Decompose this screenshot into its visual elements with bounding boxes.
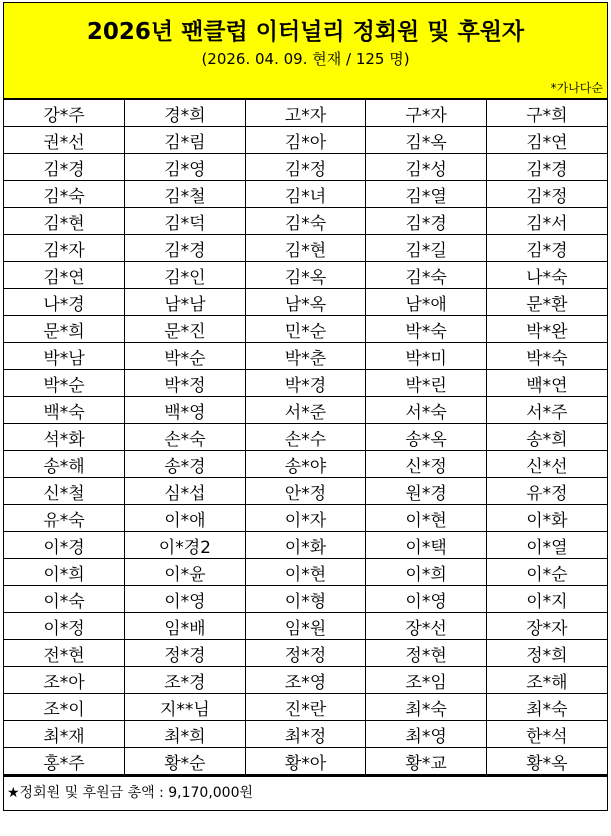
member-cell: 박*린 [366, 370, 487, 397]
member-cell: 황*교 [366, 748, 487, 775]
member-cell: 송*야 [245, 451, 366, 478]
member-cell: 장*선 [366, 613, 487, 640]
member-cell: 황*아 [245, 748, 366, 775]
member-cell: 김*경 [125, 235, 246, 262]
member-cell: 김*경 [486, 235, 607, 262]
member-cell: 최*정 [245, 721, 366, 748]
member-cell: 이*지 [486, 586, 607, 613]
member-cell: 최*영 [366, 721, 487, 748]
member-cell: 백*숙 [4, 397, 125, 424]
table-row [4, 289, 607, 316]
member-cell: 김*영 [125, 154, 246, 181]
table-row [4, 451, 607, 478]
member-cell: 조*해 [486, 667, 607, 694]
header-banner [4, 3, 607, 100]
member-cell: 이*영 [125, 586, 246, 613]
member-cell: 김*자 [4, 235, 125, 262]
member-cell: 김*서 [486, 208, 607, 235]
table-row [4, 100, 607, 127]
member-cell: 지**님 [125, 694, 246, 721]
member-cell: 최*재 [4, 721, 125, 748]
member-cell: 김*숙 [245, 208, 366, 235]
member-cell: 석*화 [4, 424, 125, 451]
table-row [4, 586, 607, 613]
member-cell: 최*숙 [366, 694, 487, 721]
page-title: 2026년 팬클럽 이터널리 정회원 및 후원자 [86, 19, 525, 45]
member-cell: 한*석 [486, 721, 607, 748]
total-amount: ★정회원 및 후원금 총액 : 9,170,000원 [4, 775, 607, 810]
member-cell: 김*현 [245, 235, 366, 262]
member-cell: 황*순 [125, 748, 246, 775]
member-cell: 심*섭 [125, 478, 246, 505]
member-cell: 김*옥 [366, 127, 487, 154]
member-cell: 송*옥 [366, 424, 487, 451]
member-cell: 이*경2 [125, 532, 246, 559]
member-cell: 경*희 [125, 100, 246, 127]
table-row [4, 721, 607, 748]
member-cell: 김*경 [486, 154, 607, 181]
member-cell: 박*경 [245, 370, 366, 397]
member-cell: 송*경 [125, 451, 246, 478]
member-cell: 이*애 [125, 505, 246, 532]
member-cell: 임*배 [125, 613, 246, 640]
member-cell: 김*연 [4, 262, 125, 289]
table-row [4, 478, 607, 505]
table-row [4, 208, 607, 235]
member-cell: 이*정 [4, 613, 125, 640]
member-cell: 전*현 [4, 640, 125, 667]
member-cell: 이*영 [366, 586, 487, 613]
table-row [4, 694, 607, 721]
table-row [4, 424, 607, 451]
member-cell: 김*길 [366, 235, 487, 262]
member-cell: 김*정 [245, 154, 366, 181]
member-cell: 백*영 [125, 397, 246, 424]
member-cell: 김*림 [125, 127, 246, 154]
member-cell: 김*정 [486, 181, 607, 208]
member-cell: 나*숙 [486, 262, 607, 289]
member-cell: 김*열 [366, 181, 487, 208]
member-cell: 이*숙 [4, 586, 125, 613]
member-sheet [3, 2, 608, 811]
member-cell: 조*아 [4, 667, 125, 694]
member-cell: 남*애 [366, 289, 487, 316]
member-cell: 나*경 [4, 289, 125, 316]
member-cell: 김*인 [125, 262, 246, 289]
table-row [4, 316, 607, 343]
member-cell: 이*화 [245, 532, 366, 559]
member-cell: 신*철 [4, 478, 125, 505]
member-cell: 이*순 [486, 559, 607, 586]
member-cell: 조*경 [125, 667, 246, 694]
member-cell: 박*완 [486, 316, 607, 343]
member-cell: 김*숙 [366, 262, 487, 289]
table-row [4, 154, 607, 181]
member-cell: 임*원 [245, 613, 366, 640]
table-row [4, 397, 607, 424]
member-cell: 고*자 [245, 100, 366, 127]
member-cell: 남*옥 [245, 289, 366, 316]
table-row [4, 613, 607, 640]
member-cell: 이*형 [245, 586, 366, 613]
table-row [4, 370, 607, 397]
member-cell: 정*정 [245, 640, 366, 667]
member-cell: 손*수 [245, 424, 366, 451]
member-cell: 정*경 [125, 640, 246, 667]
member-cell: 김*현 [4, 208, 125, 235]
member-cell: 홍*주 [4, 748, 125, 775]
page-subtitle: (2026. 04. 09. 현재 / 125 명) [201, 50, 410, 68]
member-cell: 남*남 [125, 289, 246, 316]
member-cell: 김*철 [125, 181, 246, 208]
table-row [4, 748, 607, 775]
member-cell: 김*옥 [245, 262, 366, 289]
member-cell: 문*진 [125, 316, 246, 343]
member-cell: 장*자 [486, 613, 607, 640]
member-cell: 권*선 [4, 127, 125, 154]
member-cell: 조*임 [366, 667, 487, 694]
table-row [4, 559, 607, 586]
member-cell: 김*덕 [125, 208, 246, 235]
member-cell: 이*현 [245, 559, 366, 586]
member-cell: 문*희 [4, 316, 125, 343]
member-cell: 박*정 [125, 370, 246, 397]
member-cell: 이*희 [4, 559, 125, 586]
member-cell: 조*이 [4, 694, 125, 721]
member-cell: 박*순 [125, 343, 246, 370]
member-cell: 이*택 [366, 532, 487, 559]
member-cell: 김*녀 [245, 181, 366, 208]
table-row [4, 127, 607, 154]
member-cell: 김*아 [245, 127, 366, 154]
member-cell: 서*숙 [366, 397, 487, 424]
member-cell: 김*경 [366, 208, 487, 235]
member-cell: 서*준 [245, 397, 366, 424]
member-cell: 강*주 [4, 100, 125, 127]
member-cell: 박*춘 [245, 343, 366, 370]
sort-note: *가나다순 [550, 81, 603, 95]
member-cell: 박*숙 [486, 343, 607, 370]
member-cell: 손*숙 [125, 424, 246, 451]
member-cell: 김*성 [366, 154, 487, 181]
member-cell: 송*해 [4, 451, 125, 478]
table-row [4, 667, 607, 694]
member-cell: 최*숙 [486, 694, 607, 721]
member-cell: 김*경 [4, 154, 125, 181]
member-cell: 송*희 [486, 424, 607, 451]
table-row [4, 262, 607, 289]
member-cell: 이*희 [366, 559, 487, 586]
member-cell: 조*영 [245, 667, 366, 694]
table-row [4, 181, 607, 208]
member-cell: 원*경 [366, 478, 487, 505]
member-cell: 구*자 [366, 100, 487, 127]
member-cell: 신*정 [366, 451, 487, 478]
member-cell: 유*숙 [4, 505, 125, 532]
table-row [4, 235, 607, 262]
member-cell: 서*주 [486, 397, 607, 424]
member-cell: 유*정 [486, 478, 607, 505]
member-cell: 최*희 [125, 721, 246, 748]
member-cell: 김*숙 [4, 181, 125, 208]
member-cell: 문*환 [486, 289, 607, 316]
member-table [4, 100, 607, 775]
member-cell: 백*연 [486, 370, 607, 397]
member-cell: 안*정 [245, 478, 366, 505]
member-cell: 황*옥 [486, 748, 607, 775]
table-row [4, 343, 607, 370]
member-cell: 이*경 [4, 532, 125, 559]
member-cell: 정*현 [366, 640, 487, 667]
member-cell: 신*선 [486, 451, 607, 478]
table-row [4, 532, 607, 559]
member-cell: 이*자 [245, 505, 366, 532]
table-row [4, 640, 607, 667]
member-cell: 구*희 [486, 100, 607, 127]
member-cell: 이*현 [366, 505, 487, 532]
member-cell: 김*연 [486, 127, 607, 154]
member-cell: 박*미 [366, 343, 487, 370]
table-row [4, 505, 607, 532]
member-cell: 민*순 [245, 316, 366, 343]
member-cell: 이*열 [486, 532, 607, 559]
member-cell: 이*화 [486, 505, 607, 532]
member-cell: 박*순 [4, 370, 125, 397]
member-cell: 이*윤 [125, 559, 246, 586]
member-cell: 박*남 [4, 343, 125, 370]
member-cell: 박*숙 [366, 316, 487, 343]
member-cell: 정*희 [486, 640, 607, 667]
member-cell: 진*란 [245, 694, 366, 721]
